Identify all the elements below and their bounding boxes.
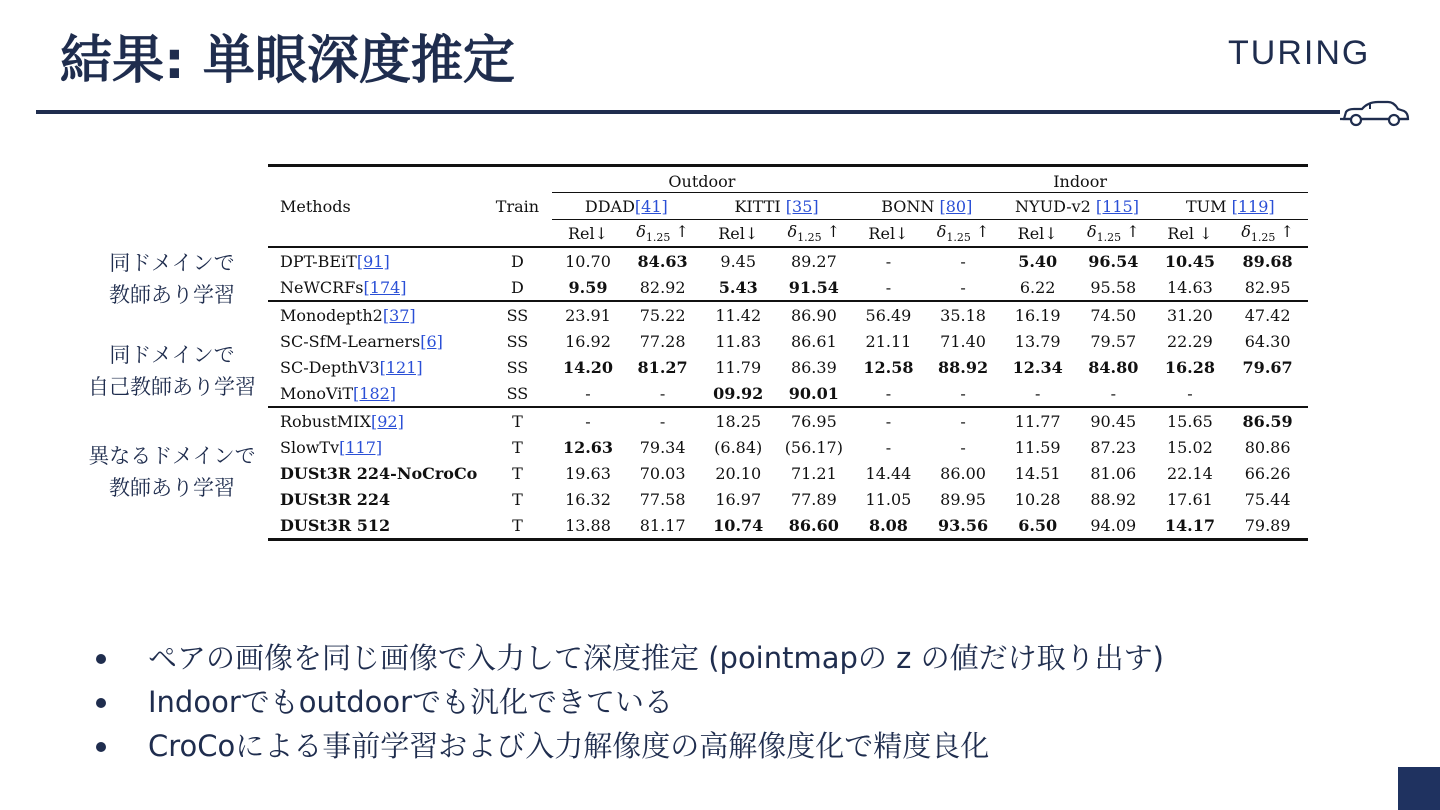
value-cell: 88.92 <box>938 357 989 377</box>
method-cell: DUSt3R 224-NoCroCo <box>280 463 478 483</box>
value-cell: 77.58 <box>639 489 686 509</box>
value-cell: - <box>960 277 966 297</box>
method-cell: MonoViT[182] <box>280 383 397 403</box>
value-cell: 79.57 <box>1090 331 1137 351</box>
car-icon <box>1338 97 1410 129</box>
value-cell: 79.89 <box>1227 512 1308 540</box>
table-row <box>268 486 1308 512</box>
value-cell: 12.63 <box>562 437 614 457</box>
value-cell: 5.40 <box>1018 251 1058 271</box>
value-cell: 16.97 <box>715 489 762 509</box>
value-cell: 81.06 <box>1090 463 1137 483</box>
value-cell: 95.58 <box>1090 277 1137 297</box>
value-cell: 94.09 <box>1074 512 1153 540</box>
value-cell: 14.51 <box>1014 463 1061 483</box>
value-cell: 14.63 <box>1167 277 1213 297</box>
value-cell: - <box>885 437 892 457</box>
column-header-methods: Methods <box>280 196 351 216</box>
table-row <box>268 512 1308 540</box>
value-cell: 75.22 <box>624 301 701 328</box>
value-cell <box>1227 380 1308 407</box>
value-cell: (6.84) <box>714 437 763 457</box>
value-cell: 6.50 <box>1001 512 1074 540</box>
value-cell: - <box>1034 383 1041 403</box>
value-cell: 16.92 <box>565 331 611 351</box>
value-cell: 10.45 <box>1164 251 1215 271</box>
value-cell: 84.80 <box>1088 357 1139 377</box>
value-cell: 8.08 <box>852 512 925 540</box>
metric-header-rel: Rel ↓ <box>1153 220 1228 248</box>
value-cell: 21.11 <box>865 331 912 351</box>
value-cell: 23.91 <box>552 301 625 328</box>
value-cell: 22.29 <box>1167 331 1213 351</box>
value-cell: - <box>885 251 892 271</box>
value-cell: 66.26 <box>1244 463 1291 483</box>
value-cell: 76.95 <box>776 407 853 434</box>
value-cell: 80.86 <box>1244 437 1291 457</box>
metric-header-rel: Rel↓ <box>852 220 925 248</box>
value-cell: 89.68 <box>1242 251 1293 271</box>
bullet-list <box>92 636 1164 768</box>
train-cell: SS <box>506 331 529 351</box>
value-cell: - <box>885 383 892 403</box>
method-cell: SlowTv[117] <box>280 437 383 457</box>
value-cell: (56.17) <box>784 437 843 457</box>
value-cell: - <box>552 407 625 434</box>
value-cell: - <box>960 437 966 457</box>
value-cell: 10.28 <box>1014 489 1061 509</box>
value-cell: 11.77 <box>1001 407 1074 434</box>
value-cell: 47.42 <box>1227 301 1308 328</box>
table-row <box>268 407 1308 434</box>
value-cell: 10.74 <box>701 512 776 540</box>
value-cell: 84.63 <box>637 251 688 271</box>
column-header-train: Train <box>495 196 540 216</box>
metric-header-rel: Rel↓ <box>552 220 625 248</box>
value-cell: 77.28 <box>639 331 686 351</box>
value-cell: 86.90 <box>776 301 853 328</box>
dataset-header-bonn: BONN [80] <box>852 193 1001 220</box>
value-cell: - <box>852 407 925 434</box>
value-cell: 64.30 <box>1244 331 1291 351</box>
value-cell: 12.34 <box>1012 357 1063 377</box>
value-cell: 14.17 <box>1153 512 1228 540</box>
metric-header-rel: Rel↓ <box>701 220 776 248</box>
value-cell: - <box>659 383 666 403</box>
metric-header-delta: $\delta_{1.25}$ ↑ <box>624 220 701 248</box>
value-cell: 90.45 <box>1074 407 1153 434</box>
train-cell: T <box>512 437 523 457</box>
value-cell: 13.79 <box>1014 331 1061 351</box>
value-cell: 6.22 <box>1019 277 1056 297</box>
value-cell: 87.23 <box>1090 437 1137 457</box>
bullet-item: ペアの画像を同じ画像で入力して深度推定 (pointmapの z の値だけ取り出す) <box>92 636 1164 680</box>
value-cell: 09.92 <box>713 383 764 403</box>
metric-header-delta: $\delta_{1.25}$ ↑ <box>1227 220 1308 248</box>
value-cell: 74.50 <box>1074 301 1153 328</box>
value-cell: 16.32 <box>565 489 611 509</box>
value-cell: 89.27 <box>790 251 837 271</box>
value-cell: 77.89 <box>790 489 837 509</box>
value-cell: 82.95 <box>1244 277 1291 297</box>
method-cell: DPT-BEiT[91] <box>280 251 390 271</box>
value-cell: 11.05 <box>865 489 912 509</box>
value-cell: 35.18 <box>925 301 1002 328</box>
method-cell: NeWCRFs[174] <box>280 277 407 297</box>
table-row <box>268 274 1308 301</box>
bullet-item: Indoorでもoutdoorでも汎化できている <box>92 680 1164 724</box>
table-row <box>268 354 1308 380</box>
metric-header-delta: $\delta_{1.25}$ ↑ <box>1074 220 1153 248</box>
value-cell: - <box>624 407 701 434</box>
dataset-header-kitti: KITTI [35] <box>701 193 852 220</box>
value-cell: 11.79 <box>715 357 762 377</box>
value-cell: 82.92 <box>639 277 686 297</box>
value-cell: 86.61 <box>790 331 837 351</box>
logo: TURING <box>1228 34 1371 72</box>
value-cell: - <box>1110 383 1116 403</box>
value-cell: 31.20 <box>1153 301 1228 328</box>
value-cell: 15.65 <box>1153 407 1228 434</box>
table-row <box>268 328 1308 354</box>
side-label-supervised-other-domain: 異なるドメインで 教師あり学習 <box>88 444 256 500</box>
side-label-self-supervised-same-domain: 同ドメインで 自己教師あり学習 <box>88 343 256 399</box>
value-cell: 81.27 <box>637 357 688 377</box>
bullet-item: CroCoによる事前学習および入力解像度の高解像度化で精度良化 <box>92 724 1164 768</box>
page-title: 結果: 単眼深度推定 <box>60 31 515 91</box>
train-cell: D <box>511 251 524 271</box>
value-cell: 71.40 <box>940 331 986 351</box>
group-header-outdoor: Outdoor <box>552 166 852 193</box>
value-cell: 5.43 <box>718 277 758 297</box>
value-cell: 14.20 <box>562 357 614 377</box>
value-cell: 11.83 <box>715 331 762 351</box>
table-row <box>268 460 1308 486</box>
value-cell: 19.63 <box>565 463 611 483</box>
group-header-indoor: Indoor <box>852 166 1308 193</box>
value-cell: 79.34 <box>639 437 686 457</box>
value-cell: 11.42 <box>701 301 776 328</box>
value-cell: 22.14 <box>1167 463 1213 483</box>
dataset-header-ddad: DDAD[41] <box>552 193 701 220</box>
method-cell: SC-DepthV3[121] <box>280 357 423 377</box>
value-cell: 86.39 <box>790 357 837 377</box>
value-cell: 86.60 <box>776 512 853 540</box>
value-cell: 86.59 <box>1227 407 1308 434</box>
value-cell: 16.28 <box>1164 357 1215 377</box>
value-cell: - <box>960 383 966 403</box>
train-cell: SS <box>506 357 529 377</box>
value-cell: 11.59 <box>1014 437 1061 457</box>
method-cell: DUSt3R 512 <box>268 512 483 540</box>
value-cell: 15.02 <box>1167 437 1213 457</box>
train-cell: T <box>512 463 523 483</box>
value-cell: 91.54 <box>788 277 839 297</box>
dataset-header-nyud: NYUD-v2 [115] <box>1001 193 1152 220</box>
value-cell: - <box>585 383 591 403</box>
value-cell: 20.10 <box>715 463 762 483</box>
table-row <box>268 247 1308 274</box>
value-cell: - <box>1187 383 1193 403</box>
train-cell: T <box>483 512 552 540</box>
side-label-supervised-same-domain: 同ドメインで 教師あり学習 <box>109 251 235 307</box>
value-cell: 9.59 <box>568 277 608 297</box>
train-cell: T <box>512 489 523 509</box>
results-table <box>268 164 1308 541</box>
method-cell: RobustMIX[92] <box>268 407 483 434</box>
table-row <box>268 380 1308 407</box>
method-cell: DUSt3R 224 <box>280 489 391 509</box>
method-cell: SC-SfM-Learners[6] <box>280 331 443 351</box>
value-cell: 13.88 <box>552 512 625 540</box>
value-cell: 88.92 <box>1090 489 1137 509</box>
value-cell: 9.45 <box>720 251 757 271</box>
table-row <box>268 434 1308 460</box>
value-cell: - <box>960 251 966 271</box>
value-cell: 18.25 <box>701 407 776 434</box>
value-cell: - <box>885 277 892 297</box>
value-cell: 17.61 <box>1167 489 1213 509</box>
value-cell: 70.03 <box>639 463 686 483</box>
train-cell: D <box>511 277 524 297</box>
value-cell: 56.49 <box>852 301 925 328</box>
value-cell: - <box>925 407 1002 434</box>
corner-block <box>1398 767 1440 810</box>
metric-header-rel: Rel↓ <box>1001 220 1074 248</box>
train-cell: SS <box>506 383 529 403</box>
value-cell: 75.44 <box>1244 489 1291 509</box>
value-cell: 90.01 <box>788 383 839 403</box>
metric-header-delta: $\delta_{1.25}$ ↑ <box>925 220 1002 248</box>
table-row <box>268 301 1308 328</box>
value-cell: 93.56 <box>925 512 1002 540</box>
value-cell: 96.54 <box>1088 251 1139 271</box>
train-cell: SS <box>483 301 552 328</box>
value-cell: 86.00 <box>940 463 986 483</box>
value-cell: 89.95 <box>940 489 986 509</box>
train-cell: T <box>483 407 552 434</box>
dataset-header-tum: TUM [119] <box>1153 193 1308 220</box>
value-cell: 12.58 <box>863 357 914 377</box>
value-cell: 81.17 <box>624 512 701 540</box>
value-cell: 14.44 <box>865 463 912 483</box>
header-divider <box>36 110 1340 114</box>
value-cell: 10.70 <box>565 251 611 271</box>
method-cell: Monodepth2[37] <box>268 301 483 328</box>
value-cell: 71.21 <box>790 463 837 483</box>
value-cell: 16.19 <box>1001 301 1074 328</box>
metric-header-delta: $\delta_{1.25}$ ↑ <box>776 220 853 248</box>
value-cell: 79.67 <box>1242 357 1293 377</box>
